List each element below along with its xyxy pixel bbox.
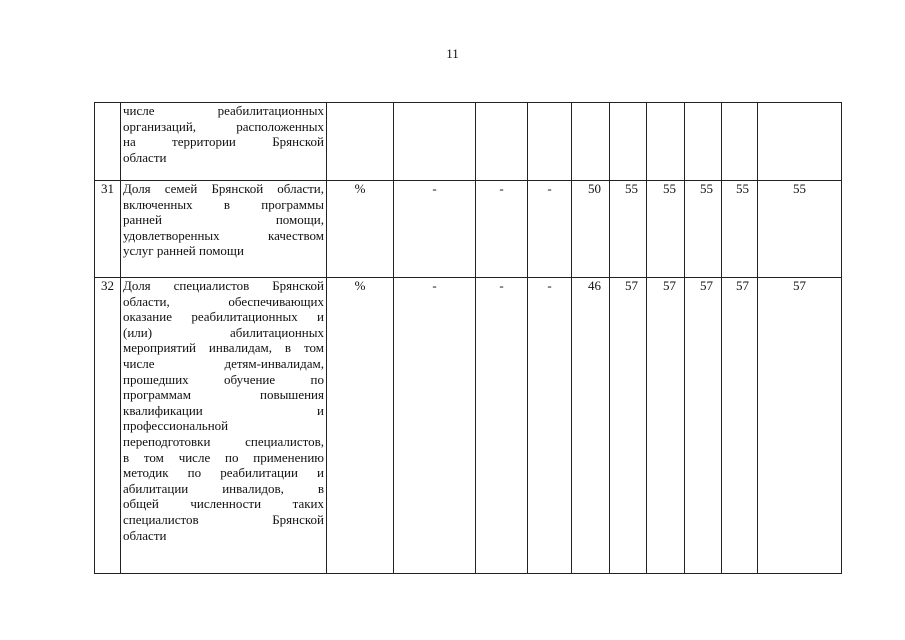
unit-cell: % <box>327 181 394 278</box>
indicator-name-line: на территории Брянской <box>123 134 324 150</box>
row-number-cell <box>95 103 121 181</box>
value-cell: 55 <box>647 181 685 278</box>
value-cell <box>758 103 842 181</box>
indicator-name-line: профессиональной <box>123 418 229 434</box>
value-cell: 57 <box>610 278 647 574</box>
indicator-name-line: мероприятий инвалидам, в том <box>123 340 324 356</box>
value-cell: - <box>394 278 476 574</box>
indicator-name-line: области, обеспечивающих <box>123 293 324 309</box>
value-cell: 57 <box>758 278 842 574</box>
indicator-name-line: Доля семей Брянской области, <box>123 181 324 196</box>
indicator-name-line: Доля специалистов Брянской <box>123 278 324 293</box>
value-cell: 55 <box>610 181 647 278</box>
indicator-name-cell <box>121 181 327 278</box>
table-body <box>95 103 842 574</box>
value-cell <box>685 103 722 181</box>
value-cell <box>528 103 572 181</box>
page-number: 11 <box>446 46 459 61</box>
value-cell: 46 <box>572 278 610 574</box>
value-cell: 55 <box>722 181 758 278</box>
indicator-name-line: ранней помощи, <box>123 212 324 228</box>
indicator-name-line: оказание реабилитационных и <box>123 309 324 325</box>
row-number-cell: 31 <box>95 181 121 278</box>
indicator-name-line: прошедших обучение по <box>123 371 324 387</box>
indicator-name-line: методик по реабилитации и <box>123 465 324 481</box>
indicator-name-line: удовлетворенных качеством <box>123 227 324 243</box>
value-cell: 57 <box>685 278 722 574</box>
table-row <box>95 181 842 278</box>
value-cell: 57 <box>647 278 685 574</box>
value-cell: 50 <box>572 181 610 278</box>
indicator-name-line: услуг ранней помощи <box>123 243 244 259</box>
indicator-name-line: квалификации и <box>123 402 324 418</box>
indicator-name-cell <box>121 278 327 574</box>
indicator-name-line: числе детям-инвалидам, <box>123 355 324 371</box>
indicator-name-line: (или) абилитационных <box>123 324 324 340</box>
value-cell <box>572 103 610 181</box>
value-cell: - <box>528 278 572 574</box>
indicator-name-line: включенных в программы <box>123 196 324 212</box>
indicator-name-line: области <box>123 149 167 165</box>
value-cell: - <box>476 181 528 278</box>
indicator-name-line: организаций, расположенных <box>123 118 324 134</box>
unit-cell <box>327 103 394 181</box>
value-cell: 55 <box>685 181 722 278</box>
indicator-name-line: числе реабилитационных <box>123 103 324 118</box>
indicators-table <box>94 102 842 574</box>
table-row <box>95 103 842 181</box>
indicator-name-cell <box>121 103 327 181</box>
indicator-name-line: специалистов Брянской <box>123 511 324 527</box>
table-row <box>95 278 842 574</box>
row-number-cell: 32 <box>95 278 121 574</box>
indicator-name-line: в том числе по применению <box>123 449 324 465</box>
value-cell: - <box>528 181 572 278</box>
unit-cell: % <box>327 278 394 574</box>
value-cell <box>394 103 476 181</box>
value-cell: 57 <box>722 278 758 574</box>
indicator-name-line: общей численности таких <box>123 496 324 512</box>
value-cell: - <box>476 278 528 574</box>
indicator-name-line: программам повышения <box>123 387 324 403</box>
value-cell: - <box>394 181 476 278</box>
value-cell: 55 <box>758 181 842 278</box>
indicator-name-line: абилитации инвалидов, в <box>123 480 324 496</box>
value-cell <box>722 103 758 181</box>
value-cell <box>610 103 647 181</box>
indicator-name-line: области <box>123 527 167 543</box>
value-cell <box>476 103 528 181</box>
value-cell <box>647 103 685 181</box>
indicator-name-line: переподготовки специалистов, <box>123 433 324 449</box>
